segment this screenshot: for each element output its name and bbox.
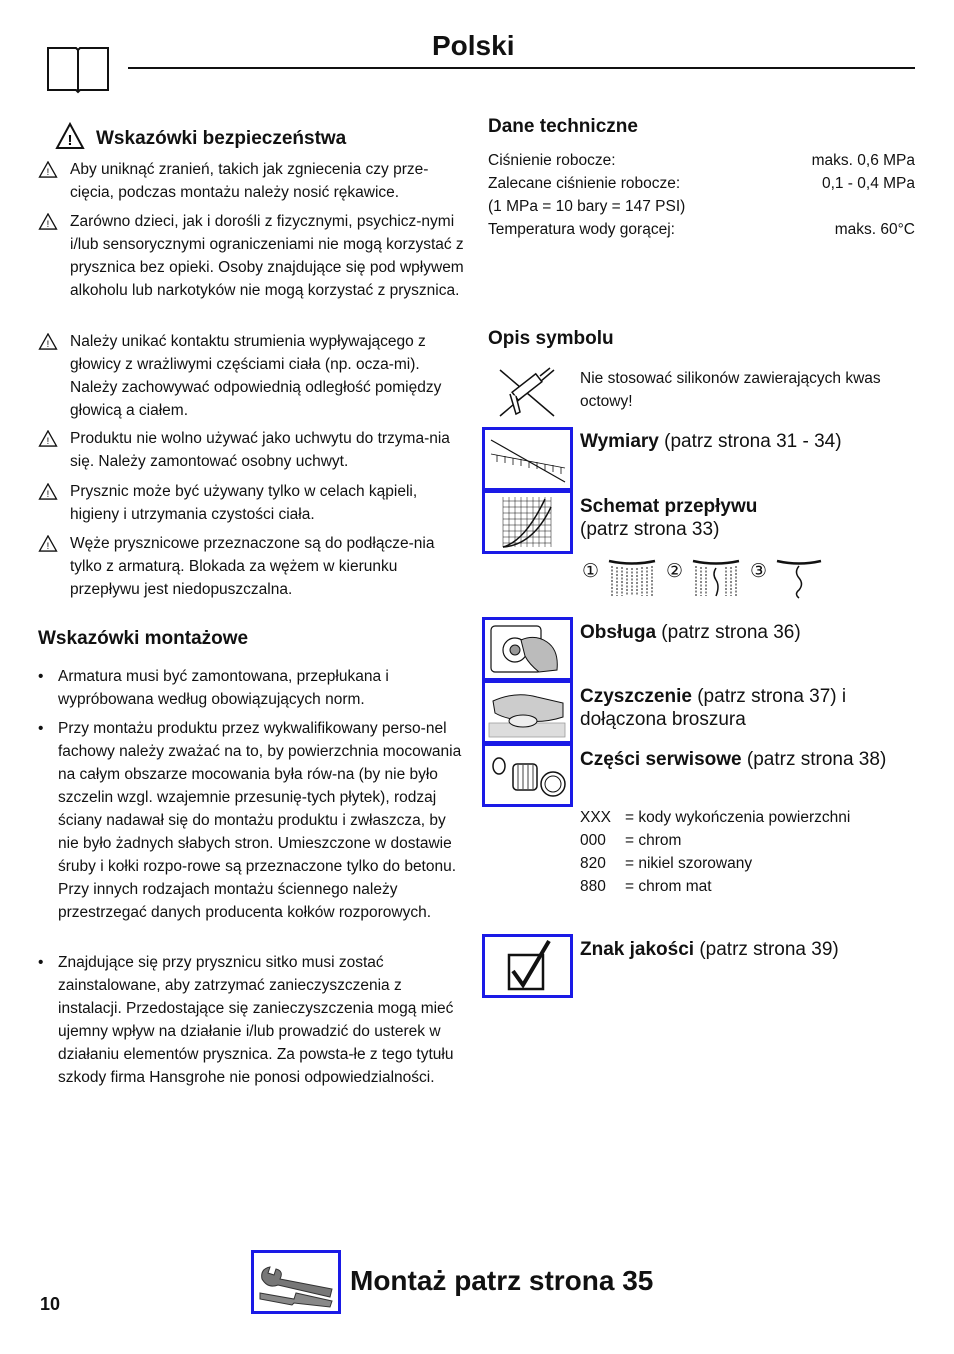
- quality-icon-box: [482, 934, 573, 998]
- parts-label: Części serwisowe (patrz strona 38): [580, 749, 887, 770]
- warning-small-icon: [38, 430, 58, 447]
- tools-icon-box: [251, 1250, 341, 1314]
- tech-row: [488, 198, 915, 216]
- dimensions-label: Wymiary (patrz strona 31 - 34): [580, 431, 842, 452]
- spray-label-1: ①: [582, 561, 600, 582]
- symbols-heading: Opis symbolu: [488, 328, 614, 349]
- tech-label: Ciśnienie robocze:: [488, 152, 616, 169]
- safety-item: [38, 427, 468, 473]
- safety-item-text: Aby uniknąć zranień, takich jak zgniecenia czy prze-cięcia, podczas montażu należy nosić rękawice.: [70, 161, 429, 201]
- tech-label: Zalecane ciśnienie robocze:: [488, 175, 681, 192]
- code-row: [580, 832, 681, 850]
- flow-chart-icon: [485, 493, 570, 551]
- warning-small-icon: [38, 213, 58, 230]
- wrench-screwdriver-icon: [254, 1253, 338, 1311]
- bullet: •: [38, 668, 44, 685]
- bullet: •: [38, 720, 44, 737]
- tech-label: (1 MPa = 10 bary = 147 PSI): [488, 198, 686, 215]
- warning-small-icon: [38, 161, 58, 178]
- title-rule: [128, 67, 915, 69]
- svg-text:!: !: [67, 132, 73, 149]
- operation-icon-box: [482, 617, 573, 681]
- svg-text:!: !: [46, 489, 50, 500]
- code-row: [580, 809, 850, 827]
- book-icon: [46, 44, 110, 94]
- assembly-reference: Montaż patrz strona 35: [350, 1265, 654, 1296]
- safety-item: [38, 158, 468, 204]
- technical-heading: Dane techniczne: [488, 116, 638, 137]
- mounting-item: [38, 951, 468, 1089]
- safety-item: [38, 210, 468, 302]
- svg-text:!: !: [46, 167, 50, 178]
- hand-knob-icon: [485, 620, 570, 678]
- mounting-item-text: Armatura musi być zamontowana, przepłukana i wypróbowana według obowiązujących norm.: [58, 668, 389, 708]
- warning-small-icon: [38, 483, 58, 500]
- code-key: XXX: [580, 809, 612, 826]
- tech-value: maks. 0,6 MPa: [811, 152, 915, 169]
- svg-text:!: !: [46, 541, 50, 552]
- safety-item: [38, 532, 468, 601]
- tech-row: [488, 152, 915, 170]
- mounting-item: [38, 665, 468, 711]
- safety-item-text: Produktu nie wolno używać jako uchwytu do trzyma-nia się. Należy zamontować osobny uchwyt.: [70, 430, 450, 470]
- spray-massage-icon: [776, 558, 822, 600]
- code-desc: = chrom mat: [625, 878, 712, 895]
- parts-icon-box: [482, 743, 573, 807]
- svg-text:!: !: [46, 339, 50, 350]
- warning-small-icon: [38, 535, 58, 552]
- tech-value: maks. 60°C: [834, 221, 915, 238]
- warning-small-icon: [38, 333, 58, 350]
- ruler-icon: [485, 430, 570, 488]
- bullet: •: [38, 954, 44, 971]
- spray-rain-icon: [608, 558, 656, 598]
- page-number: 10: [40, 1294, 61, 1314]
- code-desc: = nikiel szorowany: [625, 855, 753, 872]
- cleaning-label: Czyszczenie (patrz strona 37) i dołączona broszura: [580, 686, 847, 730]
- mounting-item-text: Przy montażu produktu przez wykwalifikowany perso-nel fachowy należy zważać na to, by powierzchnia mocowania na całym obszarze mocowania była rów-na (by nie było szczelin wzgl. wzajemnie przesunię-tych płytek), rodzaj ściany nadawał się do montażu produktu i zwłaszcza, by nie było żadnych słabych stron. Umieszczone w dostawie śruby i kołki rozpo-rowe są przeznaczone tylko do betonu. Przy innych rodzajach montażu ściennego należy przestrzegać danych producenta kołków rozporowych.: [58, 720, 462, 921]
- flow-label: Schemat przepływu (patrz strona 33): [580, 496, 758, 540]
- silicone-gun-icon: [496, 364, 558, 422]
- cleaning-hand-icon: [485, 683, 570, 741]
- safety-item: [38, 330, 468, 422]
- checkmark-icon: [485, 937, 570, 995]
- tech-row: [488, 221, 915, 239]
- code-row: [580, 878, 712, 896]
- warning-icon: [55, 122, 85, 150]
- silicone-note: Nie stosować silikonów zawierających kwas octowy!: [580, 370, 881, 410]
- code-key: 000: [580, 832, 606, 849]
- mounting-item: [38, 717, 468, 924]
- mounting-heading: Wskazówki montażowe: [38, 628, 249, 649]
- safety-item-text: Prysznic może być używany tylko w celach kąpieli, higieny i utrzymania czystości ciała.: [70, 483, 418, 523]
- safety-item: [38, 480, 468, 526]
- tech-value: 0,1 - 0,4 MPa: [821, 175, 915, 192]
- code-desc: = kody wykończenia powierzchni: [625, 809, 851, 826]
- spare-parts-icon: [485, 746, 570, 804]
- safety-heading: Wskazówki bezpieczeństwa: [96, 128, 347, 149]
- flow-icon-box: [482, 490, 573, 554]
- safety-item-text: Zarówno dzieci, jak i dorośli z fizycznymi, psychicz-nymi i/lub sensorycznymi ograniczeniami nie mogą korzystać z prysznica bez opieki. Osoby znajdujące się pod wpływem alkoholu lub narkotyków nie mogą korzystać z prysznica.: [70, 213, 464, 299]
- spray-label-3: ③: [750, 561, 768, 582]
- svg-text:!: !: [46, 219, 50, 230]
- spray-mixed-icon: [692, 558, 740, 598]
- spray-label-2: ②: [666, 561, 684, 582]
- safety-item-text: Należy unikać kontaktu strumienia wypływającego z głowicy z wrażliwymi częściami ciała (np. ocza-mi). Należy zachowywać odpowiednią odległość pomiędzy głowicą a ciałem.: [70, 333, 442, 419]
- tech-row: [488, 175, 915, 193]
- tech-label: Temperatura wody gorącej:: [488, 221, 675, 238]
- quality-label: Znak jakości (patrz strona 39): [580, 939, 839, 960]
- code-key: 880: [580, 878, 606, 895]
- cleaning-icon-box: [482, 680, 573, 744]
- dimensions-icon-box: [482, 427, 573, 491]
- code-key: 820: [580, 855, 606, 872]
- page-title: Polski: [432, 30, 515, 61]
- code-desc: = chrom: [625, 832, 682, 849]
- code-row: [580, 855, 752, 873]
- mounting-item-text: Znajdujące się przy prysznicu sitko musi zostać zainstalowane, aby zatrzymać zanieczyszczenia z instalacji. Przedostające się zanieczyszczenia mogą mieć ujemny wpływ na działanie i/lub prowadzić do usterek w działaniu elementów prysznica. Za powsta-łe z tego tytułu szkody firma Hansgrohe nie ponosi odpowiedzialności.: [58, 954, 454, 1086]
- svg-text:!: !: [46, 436, 50, 447]
- safety-item-text: Węże prysznicowe przeznaczone są do podłącze-nia tylko z armaturą. Blokada za wężem w kierunku przepływu jest niedopuszczalna.: [70, 535, 435, 598]
- operation-label: Obsługa (patrz strona 36): [580, 622, 801, 643]
